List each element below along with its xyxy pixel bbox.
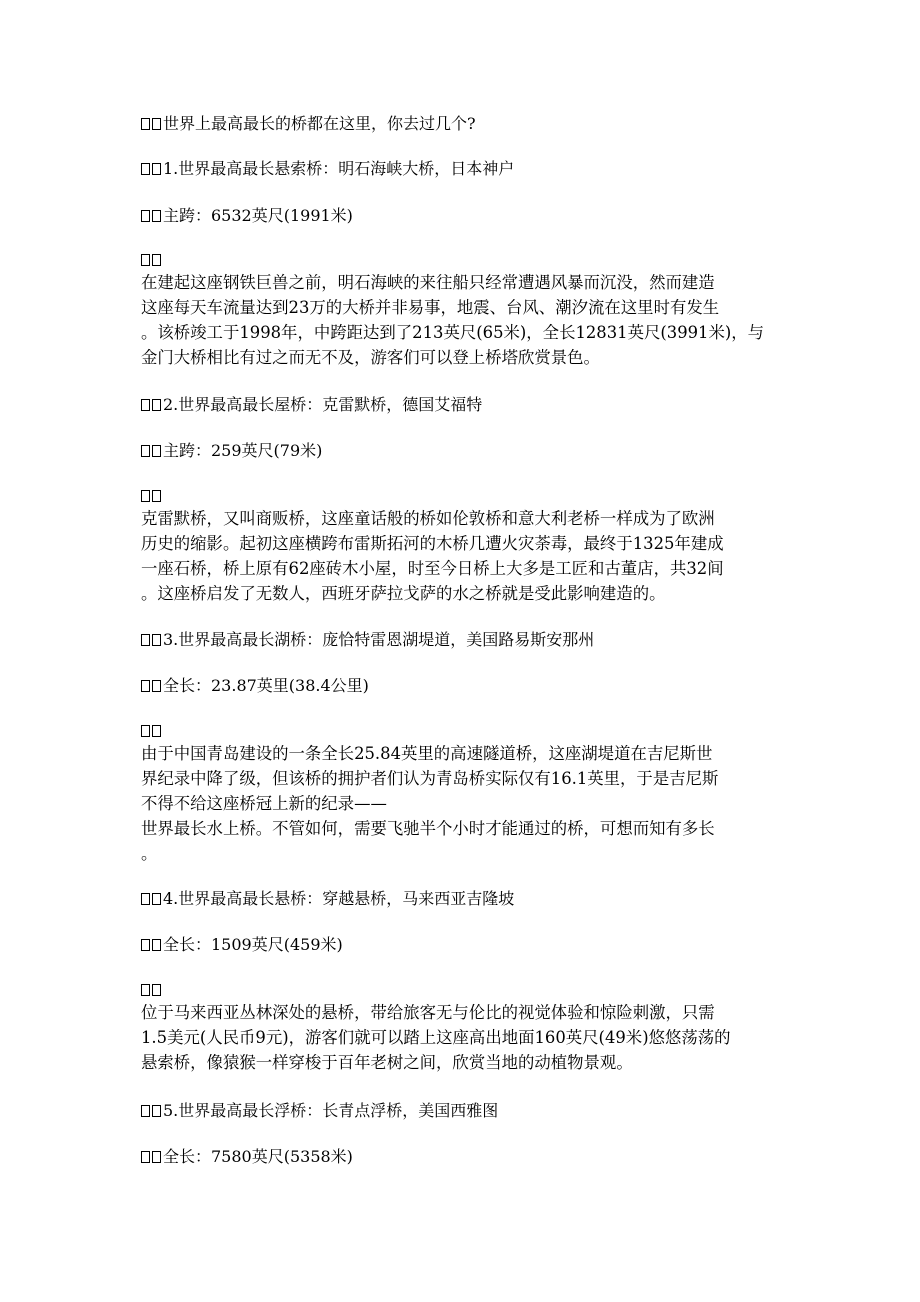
section-2-stat-line (141, 440, 322, 462)
section-1-body-line: 在建起这座钢铁巨兽之前，明石海峡的来往船只经常遭遇风暴而沉没，然而建造 (141, 273, 715, 292)
section-2-body (141, 506, 781, 606)
section-3-body-line: 由于中国青岛建设的一条全长25.84英里的高速隧道桥，这座湖堤道在吉尼斯世 (141, 744, 713, 763)
missing-glyph-icon (152, 399, 161, 411)
missing-glyph-icon (141, 984, 150, 996)
missing-glyph-icon (141, 939, 150, 951)
section-2-body-line: 历史的缩影。起初这座横跨布雷斯拓河的木桥几遭火灾荼毒，最终于1325年建成 (141, 534, 724, 553)
section-2-stat: 主跨：259英尺(79米) (163, 441, 323, 460)
missing-glyph-icon (141, 893, 150, 905)
missing-glyph-icon (141, 210, 150, 222)
missing-glyph-icon (141, 725, 150, 737)
section-3-stat: 全长：23.87英里(38.4公里) (163, 676, 369, 695)
missing-glyph-icon (141, 680, 150, 692)
missing-glyph-icon (152, 725, 161, 737)
section-1-body-line: 这座每天车流量达到23万的大桥并非易事，地震、台风、潮汐流在这里时有发生 (141, 298, 720, 317)
missing-glyph-icon (152, 1105, 161, 1117)
section-3-body-line: 不得不给这座桥冠上新的纪录—— (141, 794, 387, 813)
section-1-stat: 主跨：6532英尺(1991米) (163, 206, 353, 225)
missing-glyph-icon (141, 634, 150, 646)
section-1-body-line: 。该桥竣工于1998年，中跨距达到了213英尺(65米)，全长12831英尺(3991米)，与 (141, 323, 765, 342)
section-5-heading: 5.世界最高最长浮桥：长青点浮桥，美国西雅图 (163, 1101, 499, 1120)
section-5-stat: 全长：7580英尺(5358米) (163, 1147, 353, 1166)
section-1-heading: 1.世界最高最长悬索桥：明石海峡大桥，日本神户 (163, 159, 515, 178)
document-title-line (141, 113, 476, 135)
section-5-stat-line (141, 1146, 353, 1168)
missing-glyph-icon (141, 490, 150, 502)
missing-glyph-icon (141, 118, 150, 130)
missing-glyph-icon (141, 399, 150, 411)
missing-glyph-icon (152, 445, 161, 457)
missing-glyph-icon (152, 118, 161, 130)
missing-glyph-icon (141, 1105, 150, 1117)
missing-glyph-icon (152, 210, 161, 222)
section-3-body-line: 世界最长水上桥。不管如何，需要飞驰半个小时才能通过的桥，可想而知有多长 (141, 819, 715, 838)
missing-glyph-icon (141, 254, 150, 266)
section-3-body (141, 741, 781, 866)
section-4-body-line: 悬索桥，像猿猴一样穿梭于百年老树之间，欣赏当地的动植物景观。 (141, 1053, 633, 1072)
section-2-body-line: 一座石桥，桥上原有62座砖木小屋，时至今日桥上大多是工匠和古董店，共32间 (141, 559, 724, 578)
missing-glyph-icon (152, 939, 161, 951)
section-2-marker-line (141, 485, 163, 507)
missing-glyph-icon (152, 1151, 161, 1163)
section-2-body-line: 克雷默桥，又叫商贩桥，这座童话般的桥如伦敦桥和意大利老桥一样成为了欧洲 (141, 509, 715, 528)
section-2-heading-line (141, 394, 482, 416)
document-title: 世界上最高最长的桥都在这里，你去过几个? (163, 114, 476, 133)
section-4-marker-line (141, 979, 163, 1001)
section-4-body-line: 位于马来西亚丛林深处的悬桥，带给旅客无与伦比的视觉体验和惊险刺激，只需 (141, 1003, 715, 1022)
missing-glyph-icon (152, 490, 161, 502)
section-3-marker-line (141, 720, 163, 742)
missing-glyph-icon (152, 680, 161, 692)
section-3-heading: 3.世界最高最长湖桥：庞恰特雷恩湖堤道，美国路易斯安那州 (163, 630, 595, 649)
section-4-body-line: 1.5美元(人民币9元)，游客们就可以踏上这座高出地面160英尺(49米)悠悠荡荡的 (141, 1028, 731, 1047)
missing-glyph-icon (152, 984, 161, 996)
section-1-stat-line (141, 205, 353, 227)
section-5-heading-line (141, 1100, 498, 1122)
section-4-heading-line (141, 888, 514, 910)
section-3-body-line: 。 (141, 844, 158, 863)
section-3-stat-line (141, 675, 369, 697)
section-3-body-line: 界纪录中降了级，但该桥的拥护者们认为青岛桥实际仅有16.1英里，于是吉尼斯 (141, 769, 719, 788)
missing-glyph-icon (152, 893, 161, 905)
missing-glyph-icon (152, 163, 161, 175)
missing-glyph-icon (152, 634, 161, 646)
section-4-stat-line (141, 934, 343, 956)
section-2-heading: 2.世界最高最长屋桥：克雷默桥，德国艾福特 (163, 395, 483, 414)
section-4-heading: 4.世界最高最长悬桥：穿越悬桥，马来西亚吉隆坡 (163, 889, 515, 908)
section-2-body-line: 。这座桥启发了无数人，西班牙萨拉戈萨的水之桥就是受此影响建造的。 (141, 584, 666, 603)
section-3-heading-line (141, 629, 594, 651)
section-1-body-line: 金门大桥相比有过之而无不及，游客们可以登上桥塔欣赏景色。 (141, 348, 600, 367)
section-4-stat: 全长：1509英尺(459米) (163, 935, 343, 954)
missing-glyph-icon (141, 445, 150, 457)
section-1-marker-line (141, 249, 163, 271)
section-1-body (141, 270, 781, 370)
missing-glyph-icon (152, 254, 161, 266)
section-4-body (141, 1000, 781, 1075)
missing-glyph-icon (141, 1151, 150, 1163)
missing-glyph-icon (141, 163, 150, 175)
section-1-heading-line (141, 158, 514, 180)
